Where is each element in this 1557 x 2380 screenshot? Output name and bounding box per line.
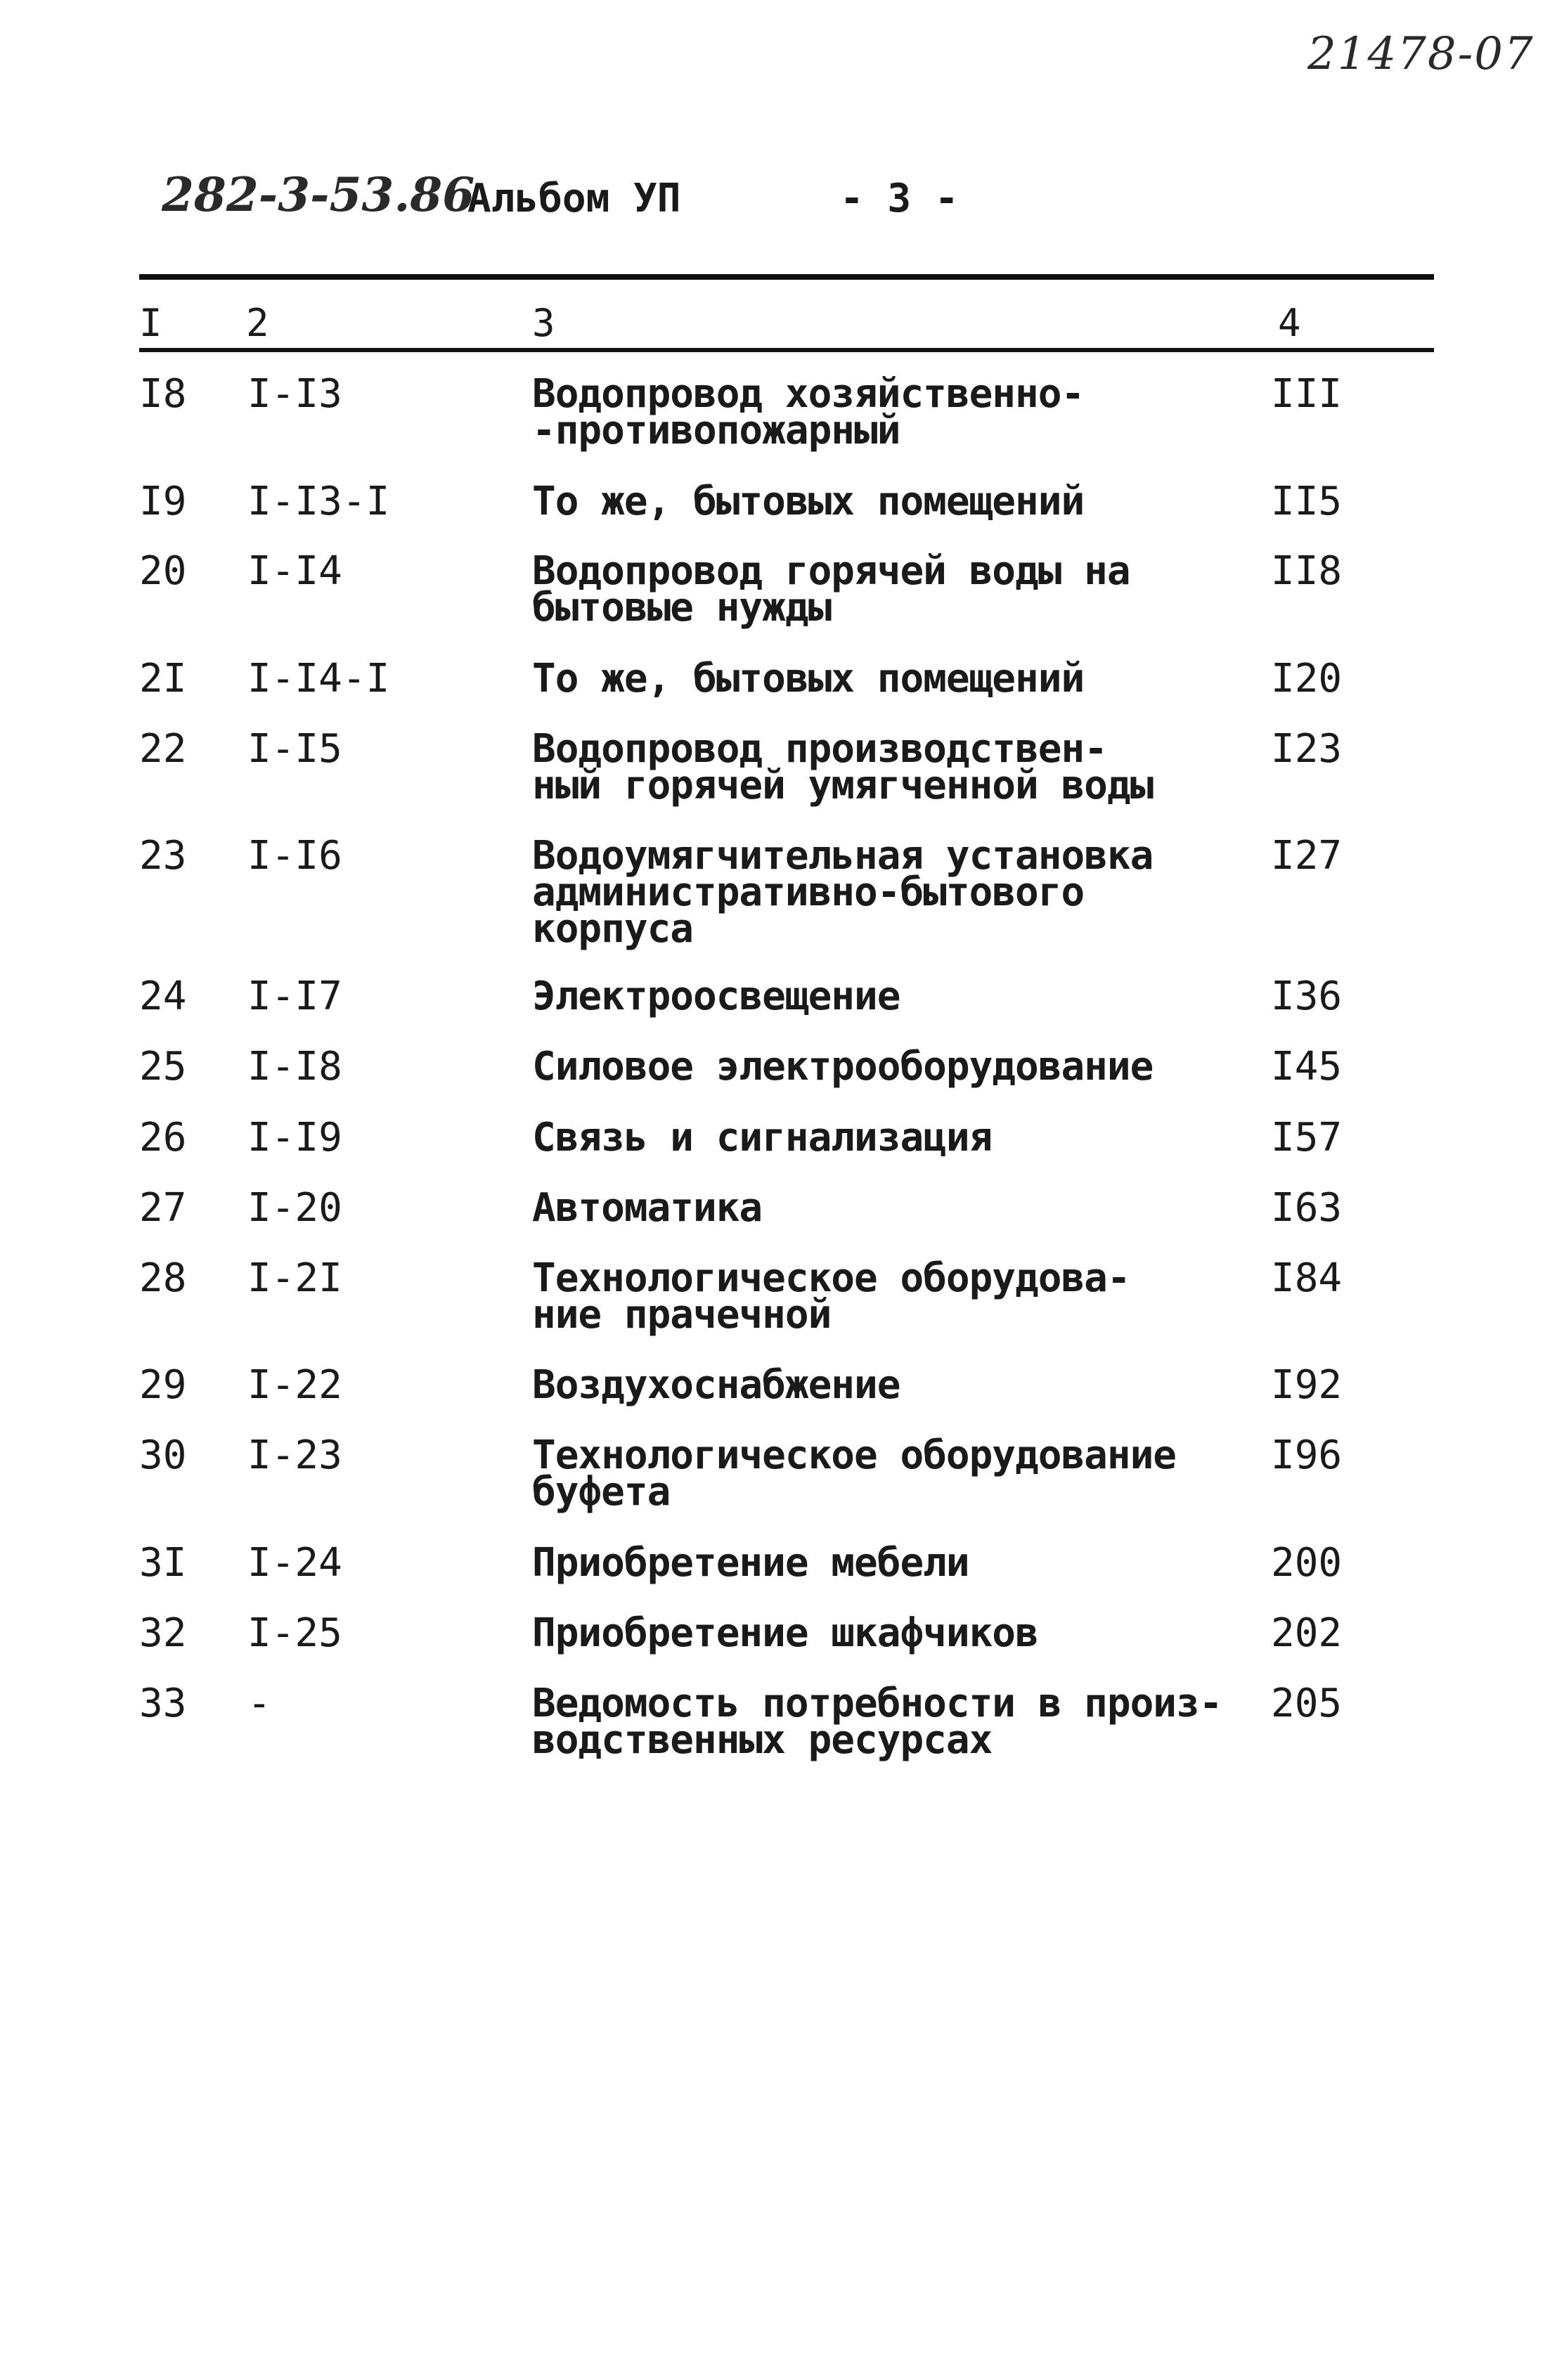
- row-number: 29: [139, 1362, 187, 1408]
- row-number: I8: [139, 371, 187, 417]
- column-header-2: 2: [246, 301, 269, 345]
- column-header-3: 3: [532, 301, 555, 345]
- row-code: I-I8: [247, 1044, 342, 1089]
- row-title: Воздухоснабжение: [532, 1362, 900, 1408]
- row-number: 27: [139, 1185, 187, 1231]
- row-title: То же, бытовых помещений: [532, 479, 1085, 524]
- column-header-4: 4: [1278, 301, 1301, 345]
- row-number: 26: [139, 1115, 187, 1160]
- row-title: Связь и сигнализация: [532, 1115, 993, 1160]
- row-title: То же, бытовых помещений: [532, 656, 1085, 701]
- row-title: Водопровод горячей воды на бытовые нужды: [532, 548, 1130, 630]
- row-code: I-I4-I: [247, 656, 390, 701]
- row-title: Приобретение шкафчиков: [532, 1610, 1038, 1656]
- row-title: Технологическое оборудование буфета: [532, 1432, 1177, 1515]
- row-number: 25: [139, 1044, 187, 1089]
- row-title: Автоматика: [532, 1185, 763, 1231]
- row-code: I-23: [247, 1432, 342, 1478]
- row-page: I92: [1271, 1362, 1343, 1408]
- row-page: 202: [1271, 1610, 1343, 1656]
- row-page: I20: [1271, 656, 1343, 701]
- row-page: I57: [1271, 1115, 1343, 1160]
- row-number: 28: [139, 1255, 187, 1301]
- album-label: Альбом УП: [467, 176, 681, 221]
- row-page: 205: [1271, 1681, 1343, 1726]
- row-code: -: [247, 1681, 271, 1726]
- row-title: Водоумягчительная установка административно-бытового корпуса: [532, 833, 1154, 952]
- row-number: 3I: [139, 1540, 187, 1586]
- row-number: 24: [139, 974, 187, 1019]
- row-code: I-I6: [247, 833, 342, 879]
- row-code: I-22: [247, 1362, 342, 1408]
- row-page: III: [1271, 371, 1343, 417]
- row-title: Приобретение мебели: [532, 1540, 969, 1586]
- row-page: II5: [1271, 479, 1343, 524]
- row-code: I-I4: [247, 548, 342, 594]
- row-title: Силовое электрооборудование: [532, 1044, 1154, 1089]
- row-code: I-20: [247, 1185, 342, 1231]
- row-page: I45: [1271, 1044, 1343, 1089]
- column-header-1: I: [139, 301, 162, 345]
- row-code: I-2I: [247, 1255, 342, 1301]
- row-code: I-I3-I: [247, 479, 390, 524]
- row-title: Водопровод хозяйственно- -противопожарный: [532, 371, 1085, 453]
- document-code: 282-3-53.86: [162, 167, 475, 222]
- row-page: I63: [1271, 1185, 1343, 1231]
- row-title: Технологическое оборудова- ние прачечной: [532, 1255, 1130, 1338]
- page-number: - 3 -: [840, 176, 959, 221]
- row-code: I-I9: [247, 1115, 342, 1160]
- row-title: Электроосвещение: [532, 974, 900, 1019]
- row-page: I96: [1271, 1432, 1343, 1478]
- row-number: 33: [139, 1681, 187, 1726]
- row-number: 30: [139, 1432, 187, 1478]
- row-page: I27: [1271, 833, 1343, 879]
- row-number: 2I: [139, 656, 187, 701]
- row-code: I-I3: [247, 371, 342, 417]
- row-title: Ведомость потребности в произ- водственных ресурсах: [532, 1681, 1222, 1763]
- row-page: I84: [1271, 1255, 1343, 1301]
- row-title: Водопровод производствен- ный горячей умягченной воды: [532, 726, 1154, 808]
- row-number: 32: [139, 1610, 187, 1656]
- row-page: I36: [1271, 974, 1343, 1019]
- row-number: 23: [139, 833, 187, 879]
- inventory-number: 21478-07: [1307, 28, 1535, 80]
- row-number: 22: [139, 726, 187, 772]
- row-code: I-24: [247, 1540, 342, 1586]
- row-number: I9: [139, 479, 187, 524]
- row-code: I-I7: [247, 974, 342, 1019]
- row-page: 200: [1271, 1540, 1343, 1586]
- row-code: I-I5: [247, 726, 342, 772]
- row-page: II8: [1271, 548, 1343, 594]
- row-number: 20: [139, 548, 187, 594]
- row-page: I23: [1271, 726, 1343, 772]
- row-code: I-25: [247, 1610, 342, 1656]
